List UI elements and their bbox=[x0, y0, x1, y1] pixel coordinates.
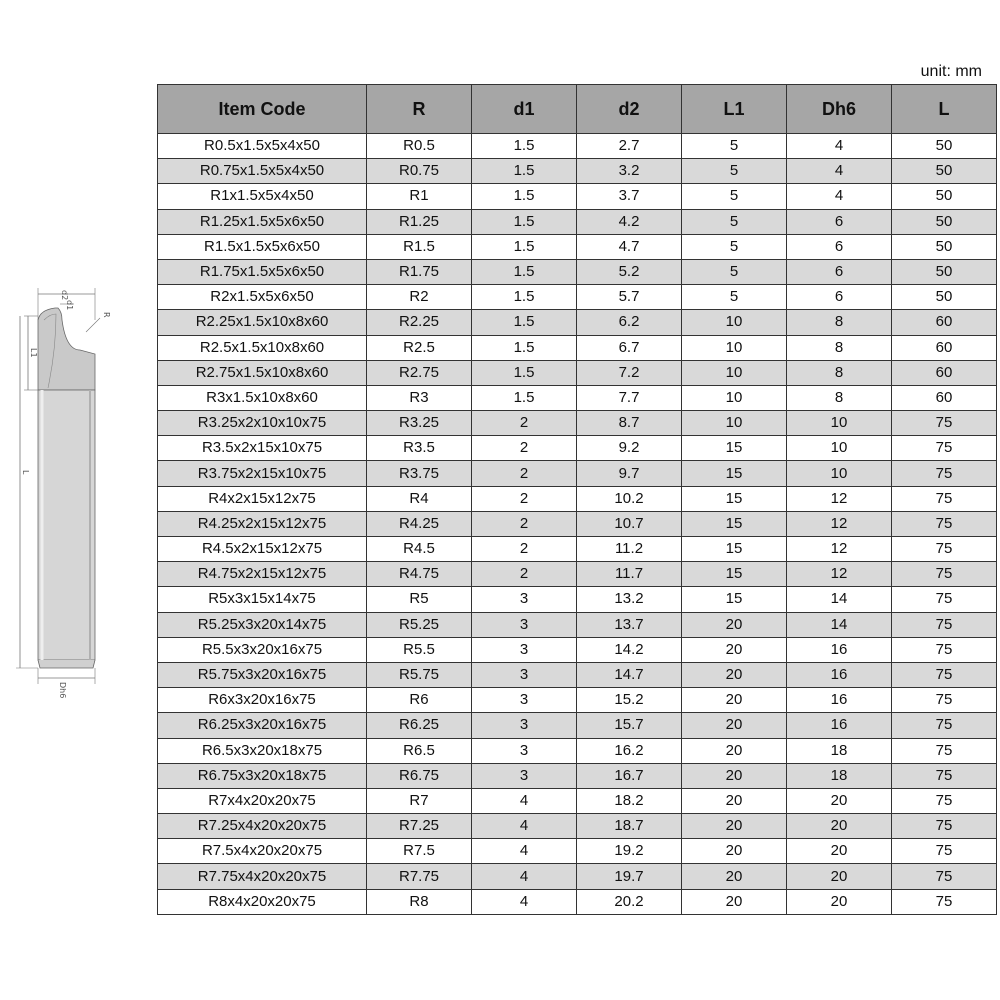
table-cell: 20 bbox=[787, 814, 892, 839]
spec-table bbox=[157, 84, 997, 915]
table-cell: 8 bbox=[787, 360, 892, 385]
table-cell: R1.5 bbox=[367, 234, 472, 259]
table-cell: 3 bbox=[472, 738, 577, 763]
column-header: R bbox=[367, 85, 472, 134]
table-cell: R4.75 bbox=[367, 562, 472, 587]
table-cell: 5 bbox=[682, 259, 787, 284]
column-header: Dh6 bbox=[787, 85, 892, 134]
table-cell: R3.5 bbox=[367, 436, 472, 461]
table-cell: R4.5 bbox=[367, 537, 472, 562]
table-cell: 14.2 bbox=[577, 637, 682, 662]
table-row bbox=[158, 814, 997, 839]
table-cell: R4 bbox=[367, 486, 472, 511]
table-cell: R6.25x3x20x16x75 bbox=[158, 713, 367, 738]
table-cell: R6.5x3x20x18x75 bbox=[158, 738, 367, 763]
table-cell: 75 bbox=[892, 738, 997, 763]
table-body bbox=[158, 134, 997, 915]
table-cell: 20 bbox=[787, 839, 892, 864]
table-cell: 13.7 bbox=[577, 612, 682, 637]
table-cell: R7 bbox=[367, 788, 472, 813]
unit-label: unit: mm bbox=[920, 63, 982, 80]
table-cell: R2.25 bbox=[367, 310, 472, 335]
table-cell: 5 bbox=[682, 209, 787, 234]
table-cell: 19.2 bbox=[577, 839, 682, 864]
table-row bbox=[158, 461, 997, 486]
table-cell: R3.25x2x10x10x75 bbox=[158, 411, 367, 436]
table-cell: 5 bbox=[682, 285, 787, 310]
table-cell: 3 bbox=[472, 662, 577, 687]
table-cell: 12 bbox=[787, 562, 892, 587]
table-cell: 1.5 bbox=[472, 159, 577, 184]
table-cell: R0.75x1.5x5x4x50 bbox=[158, 159, 367, 184]
table-cell: R1x1.5x5x4x50 bbox=[158, 184, 367, 209]
table-cell: 20 bbox=[682, 814, 787, 839]
table-cell: R4.25x2x15x12x75 bbox=[158, 511, 367, 536]
column-header: L bbox=[892, 85, 997, 134]
r-label: R bbox=[102, 312, 111, 318]
table-row bbox=[158, 134, 997, 159]
table-row bbox=[158, 864, 997, 889]
table-cell: 75 bbox=[892, 461, 997, 486]
table-cell: 5 bbox=[682, 159, 787, 184]
table-cell: 75 bbox=[892, 889, 997, 914]
table-cell: 2 bbox=[472, 537, 577, 562]
table-cell: R3.75 bbox=[367, 461, 472, 486]
table-cell: 20 bbox=[682, 864, 787, 889]
table-cell: 8 bbox=[787, 310, 892, 335]
table-cell: R5.25 bbox=[367, 612, 472, 637]
table-cell: R5x3x15x14x75 bbox=[158, 587, 367, 612]
table-cell: R2.25x1.5x10x8x60 bbox=[158, 310, 367, 335]
table-cell: 50 bbox=[892, 159, 997, 184]
table-cell: 16 bbox=[787, 713, 892, 738]
table-cell: 7.2 bbox=[577, 360, 682, 385]
table-cell: R6x3x20x16x75 bbox=[158, 688, 367, 713]
table-cell: R5.25x3x20x14x75 bbox=[158, 612, 367, 637]
table-cell: 6.2 bbox=[577, 310, 682, 335]
table-cell: R6.75 bbox=[367, 763, 472, 788]
table-cell: R3.5x2x15x10x75 bbox=[158, 436, 367, 461]
table-row bbox=[158, 637, 997, 662]
table-cell: 13.2 bbox=[577, 587, 682, 612]
table-cell: R4.75x2x15x12x75 bbox=[158, 562, 367, 587]
table-cell: R2.75x1.5x10x8x60 bbox=[158, 360, 367, 385]
table-row bbox=[158, 385, 997, 410]
table-cell: 50 bbox=[892, 234, 997, 259]
table-cell: 20 bbox=[787, 889, 892, 914]
table-cell: 3 bbox=[472, 612, 577, 637]
table-row bbox=[158, 486, 997, 511]
table-cell: 20 bbox=[682, 763, 787, 788]
table-cell: 2 bbox=[472, 562, 577, 587]
table-cell: R0.5x1.5x5x4x50 bbox=[158, 134, 367, 159]
table-cell: 6 bbox=[787, 259, 892, 284]
table-cell: 20 bbox=[682, 688, 787, 713]
table-cell: 75 bbox=[892, 763, 997, 788]
table-cell: 2 bbox=[472, 461, 577, 486]
table-cell: 14 bbox=[787, 587, 892, 612]
table-cell: 75 bbox=[892, 612, 997, 637]
table-cell: 11.2 bbox=[577, 537, 682, 562]
table-cell: 4 bbox=[472, 839, 577, 864]
table-row bbox=[158, 587, 997, 612]
table-cell: 12 bbox=[787, 537, 892, 562]
table-cell: 20 bbox=[682, 713, 787, 738]
tool-head bbox=[38, 308, 95, 390]
table-row bbox=[158, 537, 997, 562]
table-row bbox=[158, 688, 997, 713]
table-cell: 1.5 bbox=[472, 134, 577, 159]
table-cell: R3.75x2x15x10x75 bbox=[158, 461, 367, 486]
table-cell: 15.7 bbox=[577, 713, 682, 738]
table-cell: 50 bbox=[892, 285, 997, 310]
table-cell: 10 bbox=[682, 310, 787, 335]
table-cell: 20.2 bbox=[577, 889, 682, 914]
table-row bbox=[158, 511, 997, 536]
table-cell: R3x1.5x10x8x60 bbox=[158, 385, 367, 410]
table-cell: 3 bbox=[472, 763, 577, 788]
table-cell: R7x4x20x20x75 bbox=[158, 788, 367, 813]
table-cell: 16.2 bbox=[577, 738, 682, 763]
column-header: Item Code bbox=[158, 85, 367, 134]
table-cell: 6 bbox=[787, 234, 892, 259]
table-cell: 20 bbox=[682, 662, 787, 687]
column-header: L1 bbox=[682, 85, 787, 134]
table-row bbox=[158, 662, 997, 687]
table-cell: R6.25 bbox=[367, 713, 472, 738]
table-cell: 50 bbox=[892, 134, 997, 159]
table-row bbox=[158, 839, 997, 864]
table-cell: 9.7 bbox=[577, 461, 682, 486]
table-cell: R4.25 bbox=[367, 511, 472, 536]
table-cell: 1.5 bbox=[472, 285, 577, 310]
table-cell: R8 bbox=[367, 889, 472, 914]
table-cell: 8 bbox=[787, 385, 892, 410]
table-cell: R6.5 bbox=[367, 738, 472, 763]
table-cell: 4 bbox=[472, 814, 577, 839]
column-header: d2 bbox=[577, 85, 682, 134]
table-cell: R4.5x2x15x12x75 bbox=[158, 537, 367, 562]
column-header: d1 bbox=[472, 85, 577, 134]
table-cell: 5.2 bbox=[577, 259, 682, 284]
table-cell: 20 bbox=[787, 864, 892, 889]
table-cell: 19.7 bbox=[577, 864, 682, 889]
table-row bbox=[158, 259, 997, 284]
table-cell: 3 bbox=[472, 688, 577, 713]
table-cell: 75 bbox=[892, 587, 997, 612]
table-row bbox=[158, 310, 997, 335]
table-cell: 75 bbox=[892, 788, 997, 813]
table-cell: 4 bbox=[787, 134, 892, 159]
table-cell: 18 bbox=[787, 738, 892, 763]
d1-label: d1 bbox=[65, 300, 74, 311]
table-cell: 10.7 bbox=[577, 511, 682, 536]
table-cell: 3.7 bbox=[577, 184, 682, 209]
table-cell: 60 bbox=[892, 385, 997, 410]
table-cell: 9.2 bbox=[577, 436, 682, 461]
table-header-row bbox=[158, 85, 997, 134]
table-cell: 2 bbox=[472, 486, 577, 511]
table-cell: 75 bbox=[892, 839, 997, 864]
table-cell: 10.2 bbox=[577, 486, 682, 511]
table-cell: R3.25 bbox=[367, 411, 472, 436]
tool-shank bbox=[38, 390, 95, 660]
table-cell: 75 bbox=[892, 537, 997, 562]
table-cell: 50 bbox=[892, 209, 997, 234]
table-cell: 5 bbox=[682, 234, 787, 259]
table-cell: 50 bbox=[892, 259, 997, 284]
table-cell: 10 bbox=[682, 335, 787, 360]
table-row bbox=[158, 159, 997, 184]
table-cell: 10 bbox=[787, 461, 892, 486]
table-cell: 75 bbox=[892, 436, 997, 461]
table-cell: 10 bbox=[682, 385, 787, 410]
table-cell: 4 bbox=[472, 864, 577, 889]
table-cell: 3 bbox=[472, 637, 577, 662]
table-row bbox=[158, 436, 997, 461]
table-cell: 14.7 bbox=[577, 662, 682, 687]
table-cell: 5 bbox=[682, 184, 787, 209]
table-cell: R7.75x4x20x20x75 bbox=[158, 864, 367, 889]
table-cell: 5 bbox=[682, 134, 787, 159]
table-cell: 8.7 bbox=[577, 411, 682, 436]
table-cell: R1.75 bbox=[367, 259, 472, 284]
table-cell: 2 bbox=[472, 511, 577, 536]
table-cell: R4x2x15x12x75 bbox=[158, 486, 367, 511]
table-cell: 10 bbox=[682, 360, 787, 385]
l-label: L bbox=[21, 470, 30, 475]
l1-label: L1 bbox=[29, 348, 38, 358]
table-cell: 1.5 bbox=[472, 310, 577, 335]
table-cell: R2.5 bbox=[367, 335, 472, 360]
table-cell: 50 bbox=[892, 184, 997, 209]
table-cell: 20 bbox=[682, 738, 787, 763]
table-cell: 20 bbox=[682, 839, 787, 864]
table-cell: 75 bbox=[892, 637, 997, 662]
table-cell: R5.5x3x20x16x75 bbox=[158, 637, 367, 662]
table-cell: 20 bbox=[682, 889, 787, 914]
table-row bbox=[158, 184, 997, 209]
table-cell: R6 bbox=[367, 688, 472, 713]
table-cell: R6.75x3x20x18x75 bbox=[158, 763, 367, 788]
table-cell: R3 bbox=[367, 385, 472, 410]
table-row bbox=[158, 738, 997, 763]
table-row bbox=[158, 562, 997, 587]
table-row bbox=[158, 763, 997, 788]
table-cell: R5 bbox=[367, 587, 472, 612]
table-cell: 20 bbox=[682, 612, 787, 637]
table-cell: 8 bbox=[787, 335, 892, 360]
table-cell: 3 bbox=[472, 713, 577, 738]
table-cell: R1.75x1.5x5x6x50 bbox=[158, 259, 367, 284]
table-cell: 1.5 bbox=[472, 209, 577, 234]
table-cell: 60 bbox=[892, 310, 997, 335]
table-cell: 7.7 bbox=[577, 385, 682, 410]
table-cell: 16 bbox=[787, 688, 892, 713]
table-row bbox=[158, 335, 997, 360]
table-cell: 1.5 bbox=[472, 259, 577, 284]
table-cell: 2 bbox=[472, 411, 577, 436]
table-cell: 16 bbox=[787, 662, 892, 687]
table-cell: 18 bbox=[787, 763, 892, 788]
table-cell: R5.75x3x20x16x75 bbox=[158, 662, 367, 687]
table-cell: 10 bbox=[682, 411, 787, 436]
table-cell: 10 bbox=[787, 436, 892, 461]
table-cell: 1.5 bbox=[472, 385, 577, 410]
table-cell: R5.5 bbox=[367, 637, 472, 662]
table-cell: 60 bbox=[892, 360, 997, 385]
table-row bbox=[158, 360, 997, 385]
table-cell: 4 bbox=[787, 159, 892, 184]
table-cell: 75 bbox=[892, 688, 997, 713]
table-cell: 20 bbox=[682, 637, 787, 662]
table-row bbox=[158, 209, 997, 234]
table-cell: R7.5 bbox=[367, 839, 472, 864]
table-row bbox=[158, 612, 997, 637]
table-cell: 6 bbox=[787, 285, 892, 310]
table-cell: 5.7 bbox=[577, 285, 682, 310]
table-cell: R2 bbox=[367, 285, 472, 310]
table-cell: R7.25x4x20x20x75 bbox=[158, 814, 367, 839]
table-row bbox=[158, 788, 997, 813]
table-cell: R0.75 bbox=[367, 159, 472, 184]
table-cell: 16 bbox=[787, 637, 892, 662]
tool-diagram bbox=[0, 280, 135, 700]
table-cell: R2.75 bbox=[367, 360, 472, 385]
table-cell: 4.2 bbox=[577, 209, 682, 234]
table-cell: 11.7 bbox=[577, 562, 682, 587]
table-cell: R8x4x20x20x75 bbox=[158, 889, 367, 914]
table-cell: 3.2 bbox=[577, 159, 682, 184]
table-cell: 1.5 bbox=[472, 234, 577, 259]
table-cell: 10 bbox=[787, 411, 892, 436]
table-cell: R2x1.5x5x6x50 bbox=[158, 285, 367, 310]
table-cell: 75 bbox=[892, 562, 997, 587]
table-cell: 75 bbox=[892, 411, 997, 436]
table-row bbox=[158, 889, 997, 914]
table-cell: R7.75 bbox=[367, 864, 472, 889]
table-cell: R1.25x1.5x5x6x50 bbox=[158, 209, 367, 234]
table-cell: 2.7 bbox=[577, 134, 682, 159]
table-cell: R1.5x1.5x5x6x50 bbox=[158, 234, 367, 259]
table-cell: 4.7 bbox=[577, 234, 682, 259]
dh6-label: Dh6 bbox=[58, 682, 67, 699]
table-cell: 4 bbox=[787, 184, 892, 209]
table-cell: 15 bbox=[682, 562, 787, 587]
table-cell: 75 bbox=[892, 864, 997, 889]
table-cell: 12 bbox=[787, 511, 892, 536]
table-cell: 12 bbox=[787, 486, 892, 511]
table-cell: 18.2 bbox=[577, 788, 682, 813]
table-cell: 15 bbox=[682, 461, 787, 486]
table-cell: 15 bbox=[682, 486, 787, 511]
table-cell: 15 bbox=[682, 436, 787, 461]
table-cell: R5.75 bbox=[367, 662, 472, 687]
table-cell: 1.5 bbox=[472, 335, 577, 360]
table-cell: 75 bbox=[892, 511, 997, 536]
table-cell: R1 bbox=[367, 184, 472, 209]
table-cell: R7.25 bbox=[367, 814, 472, 839]
table-cell: 18.7 bbox=[577, 814, 682, 839]
table-cell: 14 bbox=[787, 612, 892, 637]
table-cell: 3 bbox=[472, 587, 577, 612]
table-row bbox=[158, 713, 997, 738]
table-cell: R7.5x4x20x20x75 bbox=[158, 839, 367, 864]
table-cell: 20 bbox=[787, 788, 892, 813]
table-cell: 1.5 bbox=[472, 184, 577, 209]
table-cell: 75 bbox=[892, 662, 997, 687]
table-cell: 1.5 bbox=[472, 360, 577, 385]
table-row bbox=[158, 411, 997, 436]
table-cell: 60 bbox=[892, 335, 997, 360]
table-cell: R0.5 bbox=[367, 134, 472, 159]
table-cell: 20 bbox=[682, 788, 787, 813]
table-row bbox=[158, 234, 997, 259]
table-cell: 75 bbox=[892, 814, 997, 839]
table-cell: 16.7 bbox=[577, 763, 682, 788]
table-cell: 4 bbox=[472, 889, 577, 914]
table-cell: R2.5x1.5x10x8x60 bbox=[158, 335, 367, 360]
table-cell: 75 bbox=[892, 713, 997, 738]
table-cell: 15 bbox=[682, 537, 787, 562]
table-cell: 15.2 bbox=[577, 688, 682, 713]
table-cell: R1.25 bbox=[367, 209, 472, 234]
table-cell: 15 bbox=[682, 587, 787, 612]
d2-label: d2 bbox=[60, 290, 69, 301]
table-cell: 4 bbox=[472, 788, 577, 813]
table-cell: 15 bbox=[682, 511, 787, 536]
table-cell: 6 bbox=[787, 209, 892, 234]
table-cell: 2 bbox=[472, 436, 577, 461]
table-cell: 75 bbox=[892, 486, 997, 511]
table-cell: 6.7 bbox=[577, 335, 682, 360]
table-row bbox=[158, 285, 997, 310]
